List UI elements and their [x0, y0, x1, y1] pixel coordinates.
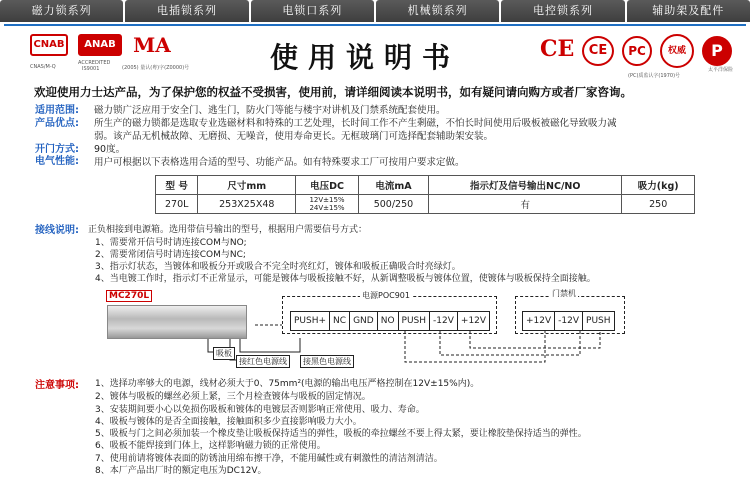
label-scope: 适用范围:	[35, 105, 79, 116]
wire-black	[240, 338, 300, 352]
term-minus-12v: -12V	[430, 312, 458, 330]
anab-caption: ACCREDITED	[78, 60, 111, 66]
note-4: 4、吸板与镀体的是否全面接触，接触面积多少直接影响吸力大小。	[95, 417, 362, 427]
label-opening: 开门方式:	[35, 144, 79, 155]
note-8: 8、本厂产品出厂时的额定电压为DC12V。	[95, 466, 267, 476]
term-plus-12v: +12V	[460, 316, 487, 326]
th-force: 吸力(kg)	[622, 176, 695, 195]
access-title: 门禁机	[552, 289, 576, 298]
note-6: 6、吸板不能焊接到门体上，这样影响磁力锁的正常使用。	[95, 441, 326, 451]
text-electrical: 用户可根据以下表格选用合适的型号、功能产品。如有特殊要求工厂可按用户要求定做。	[94, 157, 465, 168]
nav-accessories[interactable]: 辅助架及配件	[627, 0, 750, 22]
cnab-caption: CNAS/M-Q	[30, 64, 56, 70]
note-3: 3、安装期间要小心以免损伤吸板和镀体的电镀层否则影响正常使用、吸力、寿命。	[95, 405, 425, 415]
cell-model: 270L	[156, 195, 198, 214]
term-no: NO	[378, 312, 399, 330]
note-7: 7、使用前请将镀体表面的防锈油用绵布擦干净，不能用碱性或有刺激性的清洁剂清洁。	[95, 454, 443, 464]
intro-text: 欢迎使用力士达产品，为了保护您的权益不受损害，使用前，请详细阅读本说明书，如有疑问请向购方或者厂家咨询。	[34, 85, 632, 99]
nav-bolt-lock[interactable]: 电插锁系列	[125, 0, 248, 22]
quality-seal-logo: 权威	[660, 34, 694, 68]
access-term-plus-12v: +12V	[523, 312, 555, 330]
cell-size: 253X25X48	[198, 195, 296, 214]
pc-logo: PC	[622, 36, 652, 66]
term-push: PUSH	[399, 312, 431, 330]
voltage-12v: 12V±15%	[309, 196, 345, 204]
cell-current: 500/250	[358, 195, 428, 214]
th-current: 电流mA	[358, 176, 428, 195]
voltage-24v: 24V±15%	[309, 204, 345, 212]
model-tag: MC270L	[106, 290, 152, 302]
wiring-line-4: 4、当电镀工作时，指示灯不正常显示，可能是镀体与吸板接触不好，从新调整吸板与镀体位置，使镀体与吸板保持全面接触。	[95, 274, 596, 284]
ma-caption: (2005) 量认(粤)字(Z0000)号	[122, 65, 190, 71]
anab-logo: ANAB	[78, 34, 122, 56]
nav-strike-lock[interactable]: 电锁口系列	[251, 0, 374, 22]
text-opening: 90度。	[94, 144, 126, 155]
page-title: 使用说明书	[270, 41, 461, 74]
access-term-minus-12v: -12V	[555, 312, 583, 330]
ce-logo-1: CE	[540, 36, 575, 62]
tag-plate: 吸板	[213, 347, 235, 360]
ce-logo-2: CE	[582, 36, 614, 66]
note-5: 5、吸板与门之间必须加装一个橡皮垫让吸板保持适当的弹性，吸板的牵拉螺丝不要上得太紧，要让橡胶垫保持适当的弹性。	[95, 429, 587, 439]
text-advantages-2: 弱。该产品无机械故障、无磨损、无噪音，使用寿命更长。无框玻璃门可选择配套辅助架安装。	[94, 131, 494, 142]
cell-signal: 有	[429, 195, 622, 214]
cnab-logo: CNAB	[30, 34, 68, 56]
nav-mechanical-lock[interactable]: 机械锁系列	[376, 0, 499, 22]
nav-electric-lock[interactable]: 电控锁系列	[501, 0, 624, 22]
term-push-plus: PUSH+	[291, 312, 330, 330]
wire-minus	[440, 331, 580, 355]
tag-red-wire: 接红色电源线	[236, 355, 290, 368]
th-voltage: 电压DC	[296, 176, 359, 195]
access-term-push: PUSH	[586, 316, 611, 326]
insurance-caption: 太平洋保险	[708, 67, 734, 73]
wire-push	[405, 331, 545, 362]
label-notes: 注意事项:	[35, 380, 79, 391]
th-size: 尺寸mm	[198, 176, 296, 195]
ma-logo: MA	[133, 33, 171, 57]
pc-caption: (PC)质监认字(1970)号	[628, 73, 681, 79]
label-electrical: 电气性能:	[35, 156, 79, 167]
anab-caption-2: IS9001	[82, 66, 100, 72]
wiring-line-2: 2、需要常闭信号时请连接COM与NC;	[95, 250, 246, 260]
text-scope: 磁力锁广泛应用于安全门、逃生门，防火门等能与楼宇对讲机及门禁系统配套使用。	[94, 105, 446, 116]
wiring-line-3: 3、指示灯状态，当镀体和吸板分开或吸合不完全时亮红灯，镀体和吸板正确吸合时亮绿灯。	[95, 262, 461, 272]
th-model: 型 号	[156, 176, 198, 195]
wiring-line-1: 1、需要常开信号时请连接COM与NO;	[95, 238, 247, 248]
nav-magnetic-lock[interactable]: 磁力锁系列	[0, 0, 123, 22]
insurance-logo: P	[702, 36, 732, 66]
term-nc: NC	[330, 312, 350, 330]
note-2: 2、镀体与吸板的螺丝必须上紧，三个月检查镀体与吸板的固定情况。	[95, 392, 371, 402]
term-gnd: GND	[350, 312, 378, 330]
label-advantages: 产品优点:	[35, 118, 79, 129]
th-signal: 指示灯及信号输出NC/NO	[429, 176, 622, 195]
label-wiring: 接线说明:	[35, 225, 79, 236]
cell-force: 250	[622, 195, 695, 214]
note-1: 1、选择功率够大的电源，线材必须大于0、75mm²(电源的输出电压严格控制在12V±15%内)。	[95, 379, 480, 389]
text-advantages-1: 所生产的磁力锁都是选取专业选磁材料和特殊的工艺处理，长时间工作不产生剩磁，不怕长时间使用后吸板被磁化导致吸力减	[94, 118, 617, 129]
power-title: 电源POC901	[362, 291, 410, 300]
tag-black-wire: 接黑色电源线	[300, 355, 354, 368]
wiring-line-0: 正负相接到电源箱。选用带信号输出的型号，根据用户需要信号方式：	[88, 225, 368, 235]
